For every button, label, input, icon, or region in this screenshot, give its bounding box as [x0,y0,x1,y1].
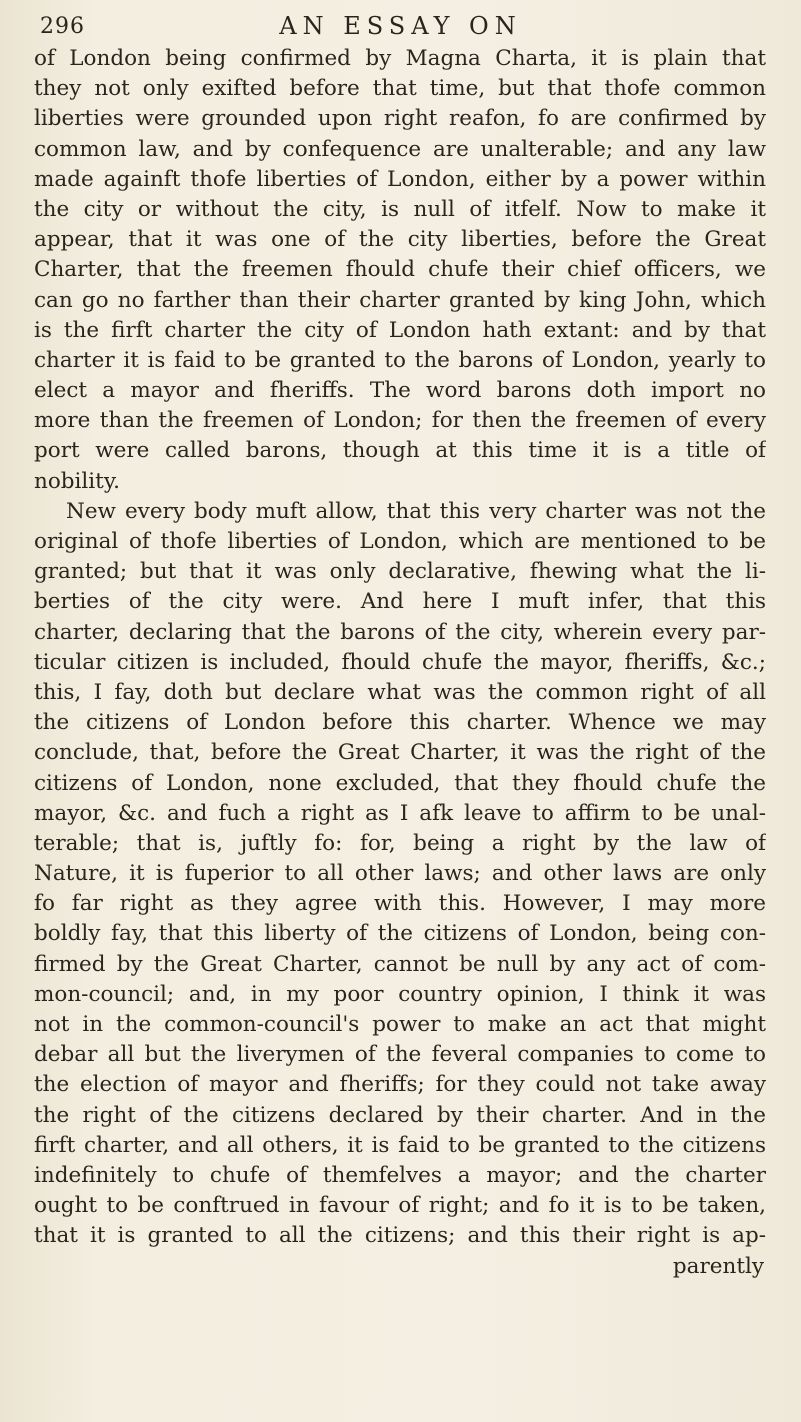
text-line: charter, declaring that the barons of the city, wherein every par- [34,619,766,645]
text-line: that it is granted to all the citizens; and this their right is ap- [34,1223,766,1249]
text-line: nobility. [34,468,120,494]
text-line: charter it is faid to be granted to the barons of London, yearly to [34,347,766,373]
text-line: of London being confirmed by Magna Charta, it is plain that [34,46,766,71]
text-line: conclude, that, before the Great Charter, it was the right of the [34,740,766,766]
text-line: mon-council; and, in my poor country opinion, I think it was [34,981,766,1007]
text-line: Charter, that the freemen fhould chufe their chief officers, we [34,257,766,283]
page-number: 296 [40,14,85,39]
text-line: the citizens of London before this charter. Whence we may [34,710,766,736]
text-line: is the firft charter the city of London hath extant: and by that [34,317,766,343]
text-line: liberties were grounded upon right reafon, fo are confirmed by [34,106,766,132]
text-line: Nature, it is fuperior to all other laws; and other laws are only [34,861,766,887]
text-line: ticular citizen is included, fhould chufe the mayor, fheriffs, &c.; [34,649,766,675]
text-line: this, I fay, doth but declare what was the common right of all [34,679,766,705]
text-line: more than the freemen of London; for then the freemen of every [34,408,766,434]
text-line: firft charter, and all others, it is faid to be granted to the citizens [34,1132,766,1158]
text-line: the right of the citizens declared by their charter. And in the [34,1102,766,1128]
text-line: boldly fay, that this liberty of the citizens of London, being con- [34,921,766,947]
text-line: granted; but that it was only declarative, fhewing what the li- [34,559,766,585]
text-line: port were called barons, though at this time it is a title of [34,438,766,464]
text-line: ought to be conftrued in favour of right; and fo it is to be taken, [34,1193,766,1219]
text-line: fo far right as they agree with this. However, I may more [34,891,766,917]
text-line: terable; that is, juftly fo: for, being a right by the law of [34,830,766,856]
text-line: mayor, &c. and fuch a right as I afk leave to affirm to be unal- [34,800,766,826]
page-header [34,10,767,46]
text-line: common law, and by confequence are unalterable; and any law [34,136,766,162]
catchword: parently [672,1253,764,1279]
text-line: appear, that it was one of the city liberties, before the Great [34,227,766,253]
body-text [34,44,766,1282]
text-line: citizens of London, none excluded, that they fhould chufe the [34,770,766,796]
text-line: made againft thofe liberties of London, either by a power within [34,166,766,192]
text-line: the city or without the city, is null of itfelf. Now to make it [34,196,766,222]
text-line: debar all but the liverymen of the feveral companies to come to [34,1042,766,1068]
text-line: they not only exifted before that time, but that thofe common [34,76,766,102]
text-line: original of thofe liberties of London, which are mentioned to be [34,529,766,554]
text-line: can go no farther than their charter granted by king John, which [34,287,766,313]
running-head: AN ESSAY ON [279,12,522,40]
text-line: indefinitely to chufe of themfelves a mayor; and the charter [34,1162,766,1188]
text-line: the election of mayor and fheriffs; for they could not take away [34,1072,766,1098]
text-line: elect a mayor and fheriffs. The word barons doth import no [34,378,766,404]
text-line: not in the common-council's power to make an act that might [34,1012,766,1037]
text-line: New every body muft allow, that this very charter was not the [66,498,766,524]
text-line: berties of the city were. And here I muft infer, that this [34,589,766,615]
text-line: firmed by the Great Charter, cannot be null by any act of com- [34,951,766,977]
